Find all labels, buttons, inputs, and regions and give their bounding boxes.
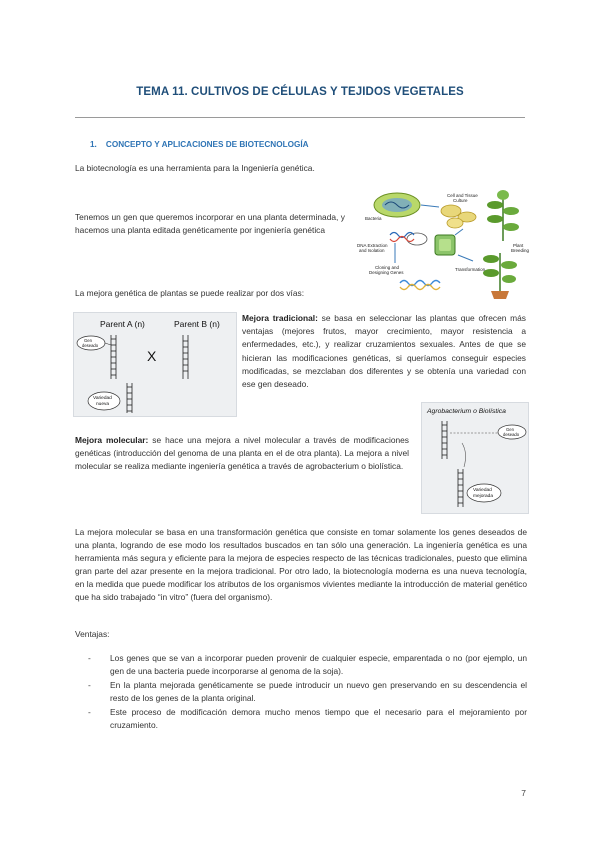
paragraph-transformacion-genetica: La mejora molecular se basa en una transformación genética que consiste en tomar solamente los genes deseados de una planta, logrando de ese modo los resultados buscados en tan sólo una generación. La ingeniería genética es una herramienta más segura y eficiente para la mejora de especies respecto de las técnicas tradicionales, puesto que elimina gran parte del azar presente en la mejora tradicional. Por otro lado, la biotecnología moderna es una nueva tecnología, en la medida que puede modificar los atributos de los organismos vivientes mediante la introducción de material genético que ha sido trabajado “in vitro” (fuera del organismo). (75, 527, 527, 602)
label-cloning-1: Cloning and (375, 265, 400, 270)
label-cell-tissue-1: Cell and Tissue (447, 193, 478, 198)
chromosome-offspring (127, 383, 132, 413)
svg-text:nueva: nueva (96, 402, 110, 407)
parent-a-label: Parent A (n) (100, 319, 145, 329)
biotech-process-illustration (355, 183, 530, 300)
biotech-process-figure (355, 183, 530, 300)
mejora-molecular-label: Mejora molecular: (75, 435, 149, 445)
list-item: - Este proceso de modificación demora mucho menos tiempo que el necesario para el mejoramiento por cruzamiento. (88, 707, 527, 730)
label-cell-tissue-2: Culture (453, 198, 468, 203)
svg-text:deseado: deseado (82, 343, 99, 348)
list-item: - En la planta mejorada genéticamente se puede introducir un nuevo gen preservando en su descendencia el resto de los genes de la planta original. (88, 680, 527, 703)
label-dna-extraction-1: DNA Extraction (357, 243, 388, 248)
svg-text:Variedad: Variedad (473, 488, 492, 493)
parent-b-label: Parent B (n) (174, 319, 220, 329)
label-plant-breeding-2: Breeding (511, 248, 530, 253)
mejora-molecular-text: se hace una mejora a nivel molecular a través de modificaciones genéticas (introducción del genoma de una planta en el de otra planta). La mejora a nivel molecular se realiza mediante ingeniería genética a través de agrobacterium o biolística. (75, 435, 409, 471)
paragraph-gene-edit: Tenemos un gen que queremos incorporar en una planta determinada, y hacemos una planta editada genéticamente por ingeniería genética (75, 212, 345, 235)
page-number: 7 (521, 788, 526, 798)
svg-text:deseado: deseado (503, 432, 520, 437)
title-divider (75, 117, 525, 118)
label-plant-breeding-1: Plant (513, 243, 524, 248)
label-cloning-2: Designing Genes (369, 270, 404, 275)
svg-text:Variedad: Variedad (93, 396, 112, 401)
mejora-tradicional-label: Mejora tradicional: (242, 313, 318, 323)
svg-text:Gen: Gen (506, 427, 514, 432)
agrobacterium-figure (421, 402, 529, 514)
label-bacteria: Bacteria (365, 216, 382, 221)
paragraph-two-ways: La mejora genética de plantas se puede realizar por dos vías: (75, 288, 305, 298)
paragraph-mejora-molecular (75, 434, 409, 473)
paragraph-mejora-tradicional (242, 312, 526, 391)
variedad-nueva-bubble (88, 392, 120, 410)
cross-symbol: X (147, 348, 157, 364)
svg-text:Gen: Gen (84, 338, 92, 343)
section-heading: 1. CONCEPTO Y APLICACIONES DE BIOTECNOLOGÍA (90, 140, 309, 149)
ventajas-heading: Ventajas: (75, 629, 110, 639)
label-dna-extraction-2: and Isolation (359, 248, 385, 253)
mejora-tradicional-text: se basa en seleccionar las plantas que ofrecen más ventajas (mejores frutos, mayor crecimiento, mayor resistencia a enfermedades, etc.), y realizar cruzamientos sexuales. Antes de que se hicieran las modificaciones genéticas, si queríamos conseguir especies modificadas, se mezclaban dos diferentes y se obtenía una variedad con ese gen deseado. (242, 313, 526, 390)
parent-cross-figure (73, 312, 237, 417)
list-item: - Los genes que se van a incorporar pueden provenir de cualquier especie, emparentada o no (por ejemplo, un gen de una bacteria puede incorporarse al genoma de la soja). (88, 653, 527, 676)
label-transformation: Transformation (455, 267, 486, 272)
paragraph-biotech-intro: La biotecnología es una herramienta para la Ingeniería genética. (75, 163, 315, 173)
chromosome-b (183, 335, 188, 379)
page-title: TEMA 11. CULTIVOS DE CÉLULAS Y TEJIDOS VEGETALES (136, 86, 464, 98)
chromosome-a (111, 335, 116, 379)
agro-chromosome-result (458, 469, 463, 507)
agro-title: Agrobacterium o Biolística (427, 408, 506, 415)
variedad-mejorada-bubble (467, 484, 501, 502)
svg-text:mejorada: mejorada (473, 494, 493, 499)
agro-chromosome (442, 421, 447, 459)
ventajas-list (88, 652, 527, 733)
